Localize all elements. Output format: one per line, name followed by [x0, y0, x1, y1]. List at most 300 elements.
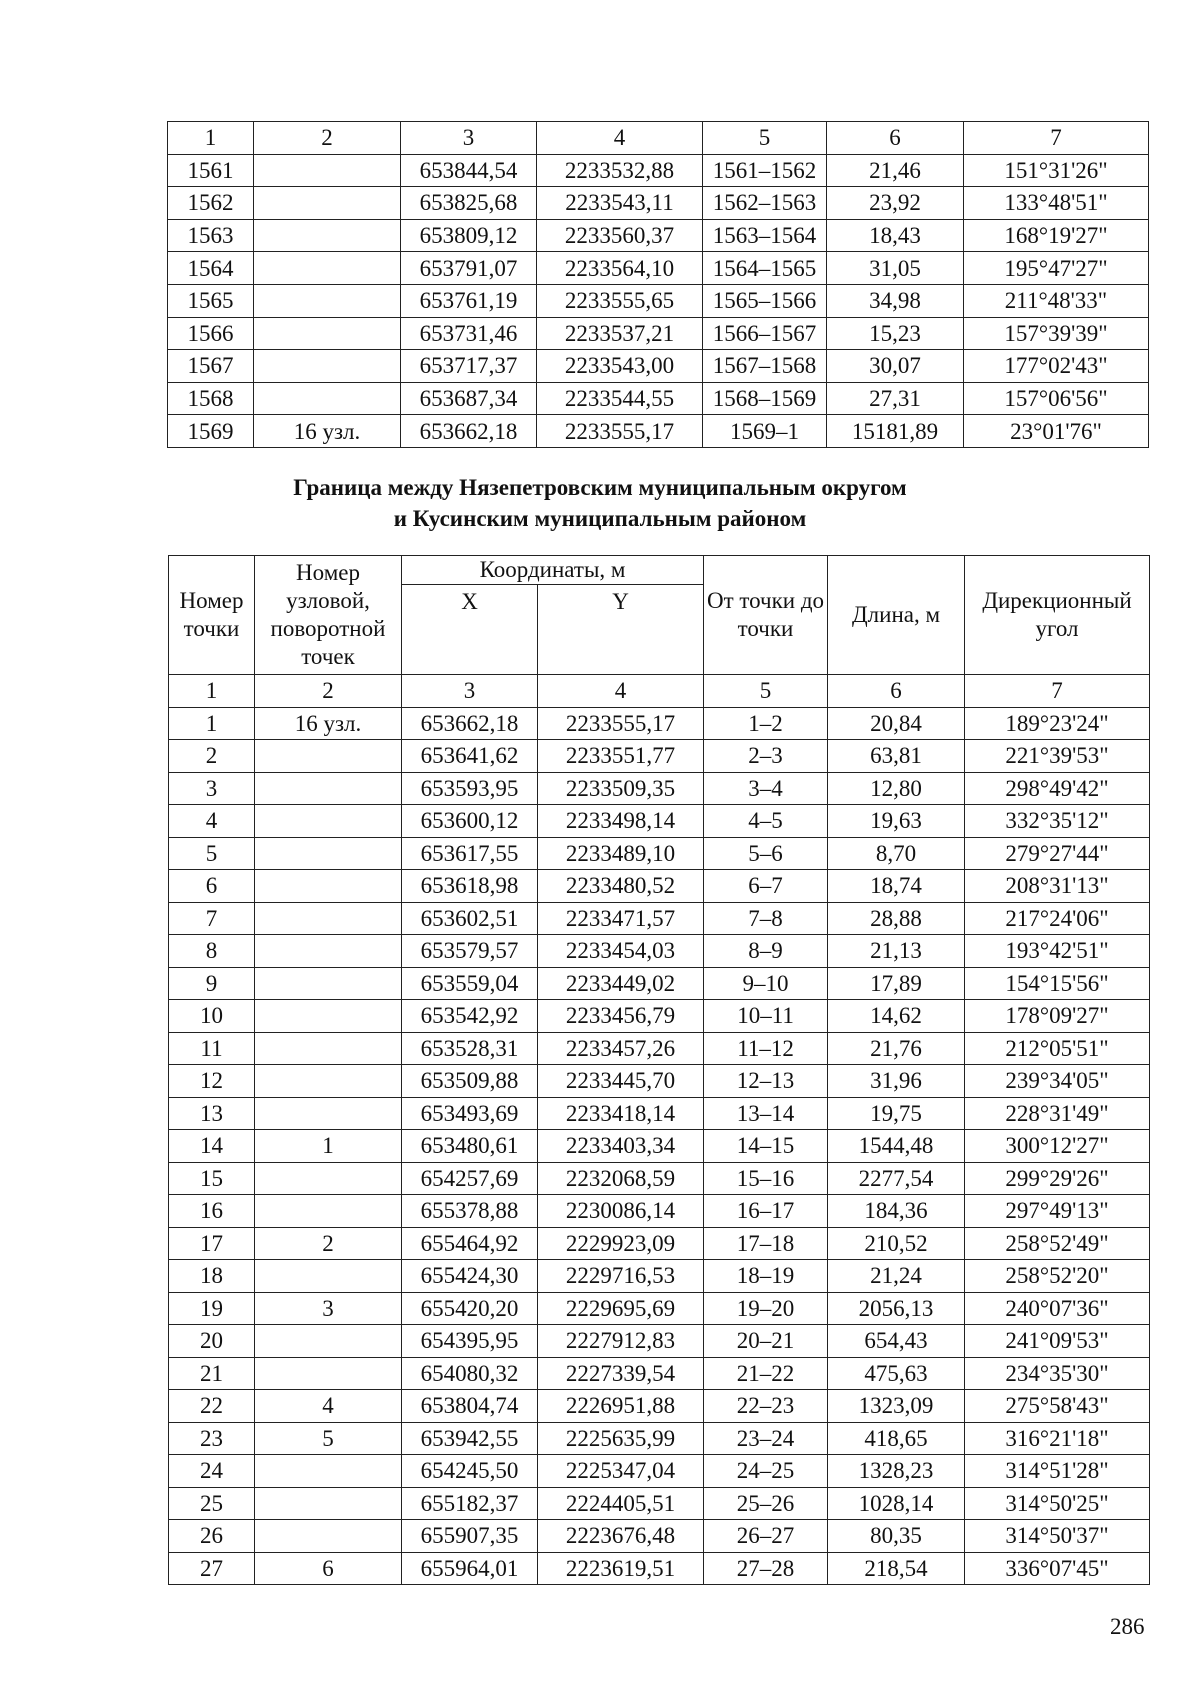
table-row	[168, 219, 1149, 252]
cell-node-number	[254, 382, 401, 415]
cell-segment: 1561–1562	[703, 154, 827, 187]
cell-direction-angle: 299°29'26"	[965, 1162, 1150, 1195]
column-number: 6	[827, 122, 964, 155]
cell-length: 18,43	[827, 219, 964, 252]
header-length: Длина, м	[828, 556, 965, 675]
cell-segment: 11–12	[704, 1032, 828, 1065]
cell-length: 34,98	[827, 284, 964, 317]
cell-point-number: 1565	[168, 284, 254, 317]
cell-length: 80,35	[828, 1520, 965, 1553]
table-row	[169, 1032, 1150, 1065]
cell-direction-angle: 133°48'51"	[964, 187, 1149, 220]
cell-coord-x: 653761,19	[401, 284, 537, 317]
cell-direction-angle: 221°39'53"	[965, 740, 1150, 773]
cell-coord-x: 653804,74	[402, 1390, 538, 1423]
cell-length: 17,89	[828, 967, 965, 1000]
cell-coord-x: 655420,20	[402, 1292, 538, 1325]
cell-node-number	[255, 1000, 402, 1033]
cell-coord-y: 2233543,00	[537, 350, 703, 383]
table-row	[169, 1000, 1150, 1033]
cell-length: 1028,14	[828, 1487, 965, 1520]
cell-direction-angle: 157°39'39"	[964, 317, 1149, 350]
cell-point-number: 15	[169, 1162, 255, 1195]
cell-node-number	[255, 1455, 402, 1488]
cell-coord-x: 655964,01	[402, 1552, 538, 1585]
cell-node-number	[254, 284, 401, 317]
cell-length: 1328,23	[828, 1455, 965, 1488]
table-row	[169, 772, 1150, 805]
cell-coord-x: 655464,92	[402, 1227, 538, 1260]
cell-coord-x: 653825,68	[401, 187, 537, 220]
table-row	[169, 1292, 1150, 1325]
cell-node-number	[255, 1162, 402, 1195]
cell-coord-x: 655424,30	[402, 1260, 538, 1293]
cell-point-number: 22	[169, 1390, 255, 1423]
cell-length: 210,52	[828, 1227, 965, 1260]
cell-coord-y: 2233555,65	[537, 284, 703, 317]
cell-coord-y: 2224405,51	[538, 1487, 704, 1520]
cell-length: 8,70	[828, 837, 965, 870]
cell-coord-y: 2233543,11	[537, 187, 703, 220]
cell-node-number	[255, 772, 402, 805]
cell-length: 63,81	[828, 740, 965, 773]
cell-point-number: 19	[169, 1292, 255, 1325]
cell-length: 19,63	[828, 805, 965, 838]
cell-point-number: 1566	[168, 317, 254, 350]
column-number: 7	[965, 675, 1150, 708]
cell-segment: 21–22	[704, 1357, 828, 1390]
table-row	[169, 1325, 1150, 1358]
cell-node-number	[254, 350, 401, 383]
cell-length: 12,80	[828, 772, 965, 805]
cell-coord-y: 2229923,09	[538, 1227, 704, 1260]
cell-coord-y: 2233445,70	[538, 1065, 704, 1098]
cell-coord-x: 653844,54	[401, 154, 537, 187]
cell-coord-y: 2233537,21	[537, 317, 703, 350]
cell-coord-x: 654257,69	[402, 1162, 538, 1195]
cell-direction-angle: 275°58'43"	[965, 1390, 1150, 1423]
cell-node-number	[254, 317, 401, 350]
table-row	[169, 1065, 1150, 1098]
cell-length: 27,31	[827, 382, 964, 415]
cell-segment: 8–9	[704, 935, 828, 968]
cell-coord-x: 653662,18	[402, 707, 538, 740]
cell-direction-angle: 241°09'53"	[965, 1325, 1150, 1358]
cell-point-number: 1	[169, 707, 255, 740]
cell-segment: 17–18	[704, 1227, 828, 1260]
column-number: 5	[703, 122, 827, 155]
cell-coord-y: 2229716,53	[538, 1260, 704, 1293]
table-row	[168, 317, 1149, 350]
cell-coord-x: 653602,51	[402, 902, 538, 935]
cell-direction-angle: 279°27'44"	[965, 837, 1150, 870]
cell-length: 14,62	[828, 1000, 965, 1033]
cell-point-number: 7	[169, 902, 255, 935]
table-row	[168, 415, 1149, 448]
cell-segment: 6–7	[704, 870, 828, 903]
table-row	[169, 1130, 1150, 1163]
cell-segment: 7–8	[704, 902, 828, 935]
table-row	[168, 187, 1149, 220]
page-number: 286	[1110, 1614, 1145, 1639]
cell-segment: 19–20	[704, 1292, 828, 1325]
cell-length: 28,88	[828, 902, 965, 935]
cell-coord-x: 653528,31	[402, 1032, 538, 1065]
cell-coord-y: 2233564,10	[537, 252, 703, 285]
cell-direction-angle: 217°24'06"	[965, 902, 1150, 935]
cell-node-number: 3	[255, 1292, 402, 1325]
cell-length: 15,23	[827, 317, 964, 350]
column-number-row	[168, 122, 1149, 155]
cell-length: 654,43	[828, 1325, 965, 1358]
cell-segment: 1–2	[704, 707, 828, 740]
cell-segment: 15–16	[704, 1162, 828, 1195]
cell-node-number	[255, 1065, 402, 1098]
cell-point-number: 26	[169, 1520, 255, 1553]
cell-coord-y: 2229695,69	[538, 1292, 704, 1325]
cell-node-number: 1	[255, 1130, 402, 1163]
cell-coord-y: 2233555,17	[537, 415, 703, 448]
table-row	[169, 870, 1150, 903]
cell-direction-angle: 193°42'51"	[965, 935, 1150, 968]
cell-length: 184,36	[828, 1195, 965, 1228]
table-row	[168, 154, 1149, 187]
cell-direction-angle: 314°50'37"	[965, 1520, 1150, 1553]
table-row	[169, 902, 1150, 935]
cell-point-number: 3	[169, 772, 255, 805]
cell-length: 21,13	[828, 935, 965, 968]
cell-coord-y: 2226951,88	[538, 1390, 704, 1423]
cell-segment: 13–14	[704, 1097, 828, 1130]
cell-direction-angle: 314°51'28"	[965, 1455, 1150, 1488]
column-number: 3	[402, 675, 538, 708]
cell-node-number	[254, 252, 401, 285]
header-direction-angle: Дирекционный угол	[965, 556, 1150, 675]
cell-point-number: 12	[169, 1065, 255, 1098]
cell-node-number	[254, 187, 401, 220]
cell-node-number	[255, 1487, 402, 1520]
cell-segment: 1563–1564	[703, 219, 827, 252]
cell-coord-y: 2233544,55	[537, 382, 703, 415]
cell-coord-y: 2223619,51	[538, 1552, 704, 1585]
cell-coord-y: 2233532,88	[537, 154, 703, 187]
cell-direction-angle: 195°47'27"	[964, 252, 1149, 285]
cell-coord-y: 2233418,14	[538, 1097, 704, 1130]
cell-coord-y: 2233489,10	[538, 837, 704, 870]
table-row	[169, 935, 1150, 968]
cell-point-number: 27	[169, 1552, 255, 1585]
cell-node-number	[255, 1325, 402, 1358]
cell-segment: 1569–1	[703, 415, 827, 448]
column-number: 2	[254, 122, 401, 155]
cell-coord-x: 654395,95	[402, 1325, 538, 1358]
cell-coord-x: 653593,95	[402, 772, 538, 805]
cell-length: 18,74	[828, 870, 965, 903]
cell-coord-x: 653509,88	[402, 1065, 538, 1098]
cell-segment: 16–17	[704, 1195, 828, 1228]
cell-direction-angle: 211°48'33"	[964, 284, 1149, 317]
cell-coord-y: 2233509,35	[538, 772, 704, 805]
cell-segment: 20–21	[704, 1325, 828, 1358]
cell-direction-angle: 23°01'76"	[964, 415, 1149, 448]
cell-node-number	[255, 1260, 402, 1293]
cell-coord-x: 655907,35	[402, 1520, 538, 1553]
cell-coord-x: 655378,88	[402, 1195, 538, 1228]
cell-coord-x: 653617,55	[402, 837, 538, 870]
table-row	[169, 967, 1150, 1000]
cell-coord-y: 2233555,17	[538, 707, 704, 740]
cell-direction-angle: 228°31'49"	[965, 1097, 1150, 1130]
cell-direction-angle: 240°07'36"	[965, 1292, 1150, 1325]
cell-coord-x: 653791,07	[401, 252, 537, 285]
cell-node-number	[255, 935, 402, 968]
cell-point-number: 14	[169, 1130, 255, 1163]
cell-point-number: 4	[169, 805, 255, 838]
column-number: 1	[169, 675, 255, 708]
boundary-points-table-continued	[167, 121, 1149, 448]
cell-point-number: 17	[169, 1227, 255, 1260]
cell-point-number: 6	[169, 870, 255, 903]
cell-point-number: 1567	[168, 350, 254, 383]
table-row	[169, 1162, 1150, 1195]
cell-coord-x: 653480,61	[402, 1130, 538, 1163]
cell-direction-angle: 177°02'43"	[964, 350, 1149, 383]
cell-point-number: 8	[169, 935, 255, 968]
table-row	[169, 1195, 1150, 1228]
cell-length: 23,92	[827, 187, 964, 220]
cell-length: 218,54	[828, 1552, 965, 1585]
cell-length: 21,76	[828, 1032, 965, 1065]
cell-segment: 1565–1566	[703, 284, 827, 317]
cell-length: 418,65	[828, 1422, 965, 1455]
cell-node-number	[254, 154, 401, 187]
cell-length: 2277,54	[828, 1162, 965, 1195]
cell-coord-x: 654080,32	[402, 1357, 538, 1390]
cell-segment: 1567–1568	[703, 350, 827, 383]
cell-coord-y: 2233454,03	[538, 935, 704, 968]
cell-direction-angle: 297°49'13"	[965, 1195, 1150, 1228]
cell-direction-angle: 168°19'27"	[964, 219, 1149, 252]
cell-coord-x: 653641,62	[402, 740, 538, 773]
cell-length: 1323,09	[828, 1390, 965, 1423]
table-row	[169, 1455, 1150, 1488]
cell-coord-x: 653717,37	[401, 350, 537, 383]
cell-length: 21,24	[828, 1260, 965, 1293]
cell-node-number	[255, 1357, 402, 1390]
cell-segment: 18–19	[704, 1260, 828, 1293]
cell-coord-x: 653662,18	[401, 415, 537, 448]
cell-point-number: 16	[169, 1195, 255, 1228]
cell-length: 475,63	[828, 1357, 965, 1390]
table-row	[169, 1422, 1150, 1455]
cell-direction-angle: 314°50'25"	[965, 1487, 1150, 1520]
cell-length: 2056,13	[828, 1292, 965, 1325]
cell-node-number: 6	[255, 1552, 402, 1585]
cell-node-number: 16 узл.	[254, 415, 401, 448]
cell-segment: 3–4	[704, 772, 828, 805]
cell-direction-angle: 336°07'45"	[965, 1552, 1150, 1585]
section-title-line1: Граница между Нязепетровским муниципальным округом	[293, 475, 907, 500]
cell-point-number: 1568	[168, 382, 254, 415]
column-number: 5	[704, 675, 828, 708]
cell-segment: 1568–1569	[703, 382, 827, 415]
cell-coord-y: 2233456,79	[538, 1000, 704, 1033]
cell-point-number: 13	[169, 1097, 255, 1130]
cell-direction-angle: 239°34'05"	[965, 1065, 1150, 1098]
cell-point-number: 11	[169, 1032, 255, 1065]
cell-coord-x: 654245,50	[402, 1455, 538, 1488]
cell-segment: 23–24	[704, 1422, 828, 1455]
cell-direction-angle: 332°35'12"	[965, 805, 1150, 838]
header-coordinates: Координаты, м	[402, 556, 704, 585]
table-row	[169, 707, 1150, 740]
cell-coord-y: 2230086,14	[538, 1195, 704, 1228]
cell-segment: 14–15	[704, 1130, 828, 1163]
cell-coord-x: 653542,92	[402, 1000, 538, 1033]
cell-direction-angle: 316°21'18"	[965, 1422, 1150, 1455]
column-number: 1	[168, 122, 254, 155]
cell-point-number: 1561	[168, 154, 254, 187]
cell-node-number: 16 узл.	[255, 707, 402, 740]
table-row	[169, 1260, 1150, 1293]
table-row	[169, 1227, 1150, 1260]
cell-node-number	[255, 1097, 402, 1130]
cell-segment: 1566–1567	[703, 317, 827, 350]
cell-length: 30,07	[827, 350, 964, 383]
cell-point-number: 20	[169, 1325, 255, 1358]
cell-coord-y: 2223676,48	[538, 1520, 704, 1553]
cell-coord-y: 2233498,14	[538, 805, 704, 838]
cell-coord-y: 2233480,52	[538, 870, 704, 903]
cell-node-number	[255, 837, 402, 870]
table-row	[169, 805, 1150, 838]
cell-segment: 24–25	[704, 1455, 828, 1488]
cell-coord-y: 2233471,57	[538, 902, 704, 935]
column-number-row	[169, 675, 1150, 708]
cell-node-number	[255, 1520, 402, 1553]
cell-point-number: 21	[169, 1357, 255, 1390]
header-x: X	[402, 585, 538, 675]
cell-length: 20,84	[828, 707, 965, 740]
cell-direction-angle: 298°49'42"	[965, 772, 1150, 805]
cell-length: 31,05	[827, 252, 964, 285]
column-number: 4	[538, 675, 704, 708]
cell-coord-x: 653493,69	[402, 1097, 538, 1130]
cell-point-number: 10	[169, 1000, 255, 1033]
cell-coord-y: 2225347,04	[538, 1455, 704, 1488]
cell-length: 15181,89	[827, 415, 964, 448]
cell-segment: 1562–1563	[703, 187, 827, 220]
cell-coord-x: 653731,46	[401, 317, 537, 350]
table1-body	[168, 154, 1149, 447]
cell-node-number	[255, 967, 402, 1000]
cell-length: 21,46	[827, 154, 964, 187]
cell-coord-y: 2233457,26	[538, 1032, 704, 1065]
cell-direction-angle: 212°05'51"	[965, 1032, 1150, 1065]
column-number: 6	[828, 675, 965, 708]
cell-node-number	[255, 1195, 402, 1228]
cell-coord-x: 653809,12	[401, 219, 537, 252]
cell-node-number	[255, 1032, 402, 1065]
table-row	[168, 252, 1149, 285]
header-row	[169, 556, 1150, 585]
cell-segment: 26–27	[704, 1520, 828, 1553]
cell-direction-angle: 258°52'20"	[965, 1260, 1150, 1293]
cell-point-number: 18	[169, 1260, 255, 1293]
cell-node-number	[255, 740, 402, 773]
cell-direction-angle: 300°12'27"	[965, 1130, 1150, 1163]
cell-coord-x: 653559,04	[402, 967, 538, 1000]
cell-point-number: 23	[169, 1422, 255, 1455]
table-row	[168, 382, 1149, 415]
cell-node-number: 4	[255, 1390, 402, 1423]
table-row	[169, 1357, 1150, 1390]
cell-point-number: 9	[169, 967, 255, 1000]
cell-length: 19,75	[828, 1097, 965, 1130]
cell-node-number	[255, 870, 402, 903]
table-row	[169, 1487, 1150, 1520]
header-y: Y	[538, 585, 704, 675]
cell-length: 1544,48	[828, 1130, 965, 1163]
cell-coord-x: 653618,98	[402, 870, 538, 903]
cell-segment: 4–5	[704, 805, 828, 838]
cell-direction-angle: 208°31'13"	[965, 870, 1150, 903]
cell-point-number: 25	[169, 1487, 255, 1520]
cell-point-number: 5	[169, 837, 255, 870]
table-row	[169, 1552, 1150, 1585]
cell-direction-angle: 154°15'56"	[965, 967, 1150, 1000]
cell-coord-y: 2233551,77	[538, 740, 704, 773]
cell-coord-y: 2233403,34	[538, 1130, 704, 1163]
cell-coord-y: 2233449,02	[538, 967, 704, 1000]
cell-direction-angle: 157°06'56"	[964, 382, 1149, 415]
cell-length: 31,96	[828, 1065, 965, 1098]
cell-segment: 1564–1565	[703, 252, 827, 285]
cell-node-number	[255, 902, 402, 935]
column-number: 3	[401, 122, 537, 155]
cell-direction-angle: 189°23'24"	[965, 707, 1150, 740]
cell-segment: 22–23	[704, 1390, 828, 1423]
section-title-line2: и Кусинским муниципальным районом	[393, 506, 807, 531]
cell-segment: 12–13	[704, 1065, 828, 1098]
cell-segment: 2–3	[704, 740, 828, 773]
cell-segment: 27–28	[704, 1552, 828, 1585]
cell-segment: 10–11	[704, 1000, 828, 1033]
table-row	[168, 284, 1149, 317]
cell-direction-angle: 178°09'27"	[965, 1000, 1150, 1033]
cell-direction-angle: 234°35'30"	[965, 1357, 1150, 1390]
header-point-number: Номер точки	[169, 556, 255, 675]
table-row	[169, 1097, 1150, 1130]
boundary-points-table	[168, 555, 1150, 1585]
cell-point-number: 1564	[168, 252, 254, 285]
column-number: 7	[964, 122, 1149, 155]
cell-segment: 25–26	[704, 1487, 828, 1520]
table-row	[168, 350, 1149, 383]
cell-coord-x: 653687,34	[401, 382, 537, 415]
cell-coord-x: 653942,55	[402, 1422, 538, 1455]
table-row	[169, 837, 1150, 870]
cell-node-number: 5	[255, 1422, 402, 1455]
cell-segment: 5–6	[704, 837, 828, 870]
column-number: 2	[255, 675, 402, 708]
cell-node-number: 2	[255, 1227, 402, 1260]
cell-coord-x: 653600,12	[402, 805, 538, 838]
header-node-number: Номер узловой, поворотной точек	[255, 556, 402, 675]
table-row	[169, 740, 1150, 773]
cell-node-number	[255, 805, 402, 838]
column-number: 4	[537, 122, 703, 155]
